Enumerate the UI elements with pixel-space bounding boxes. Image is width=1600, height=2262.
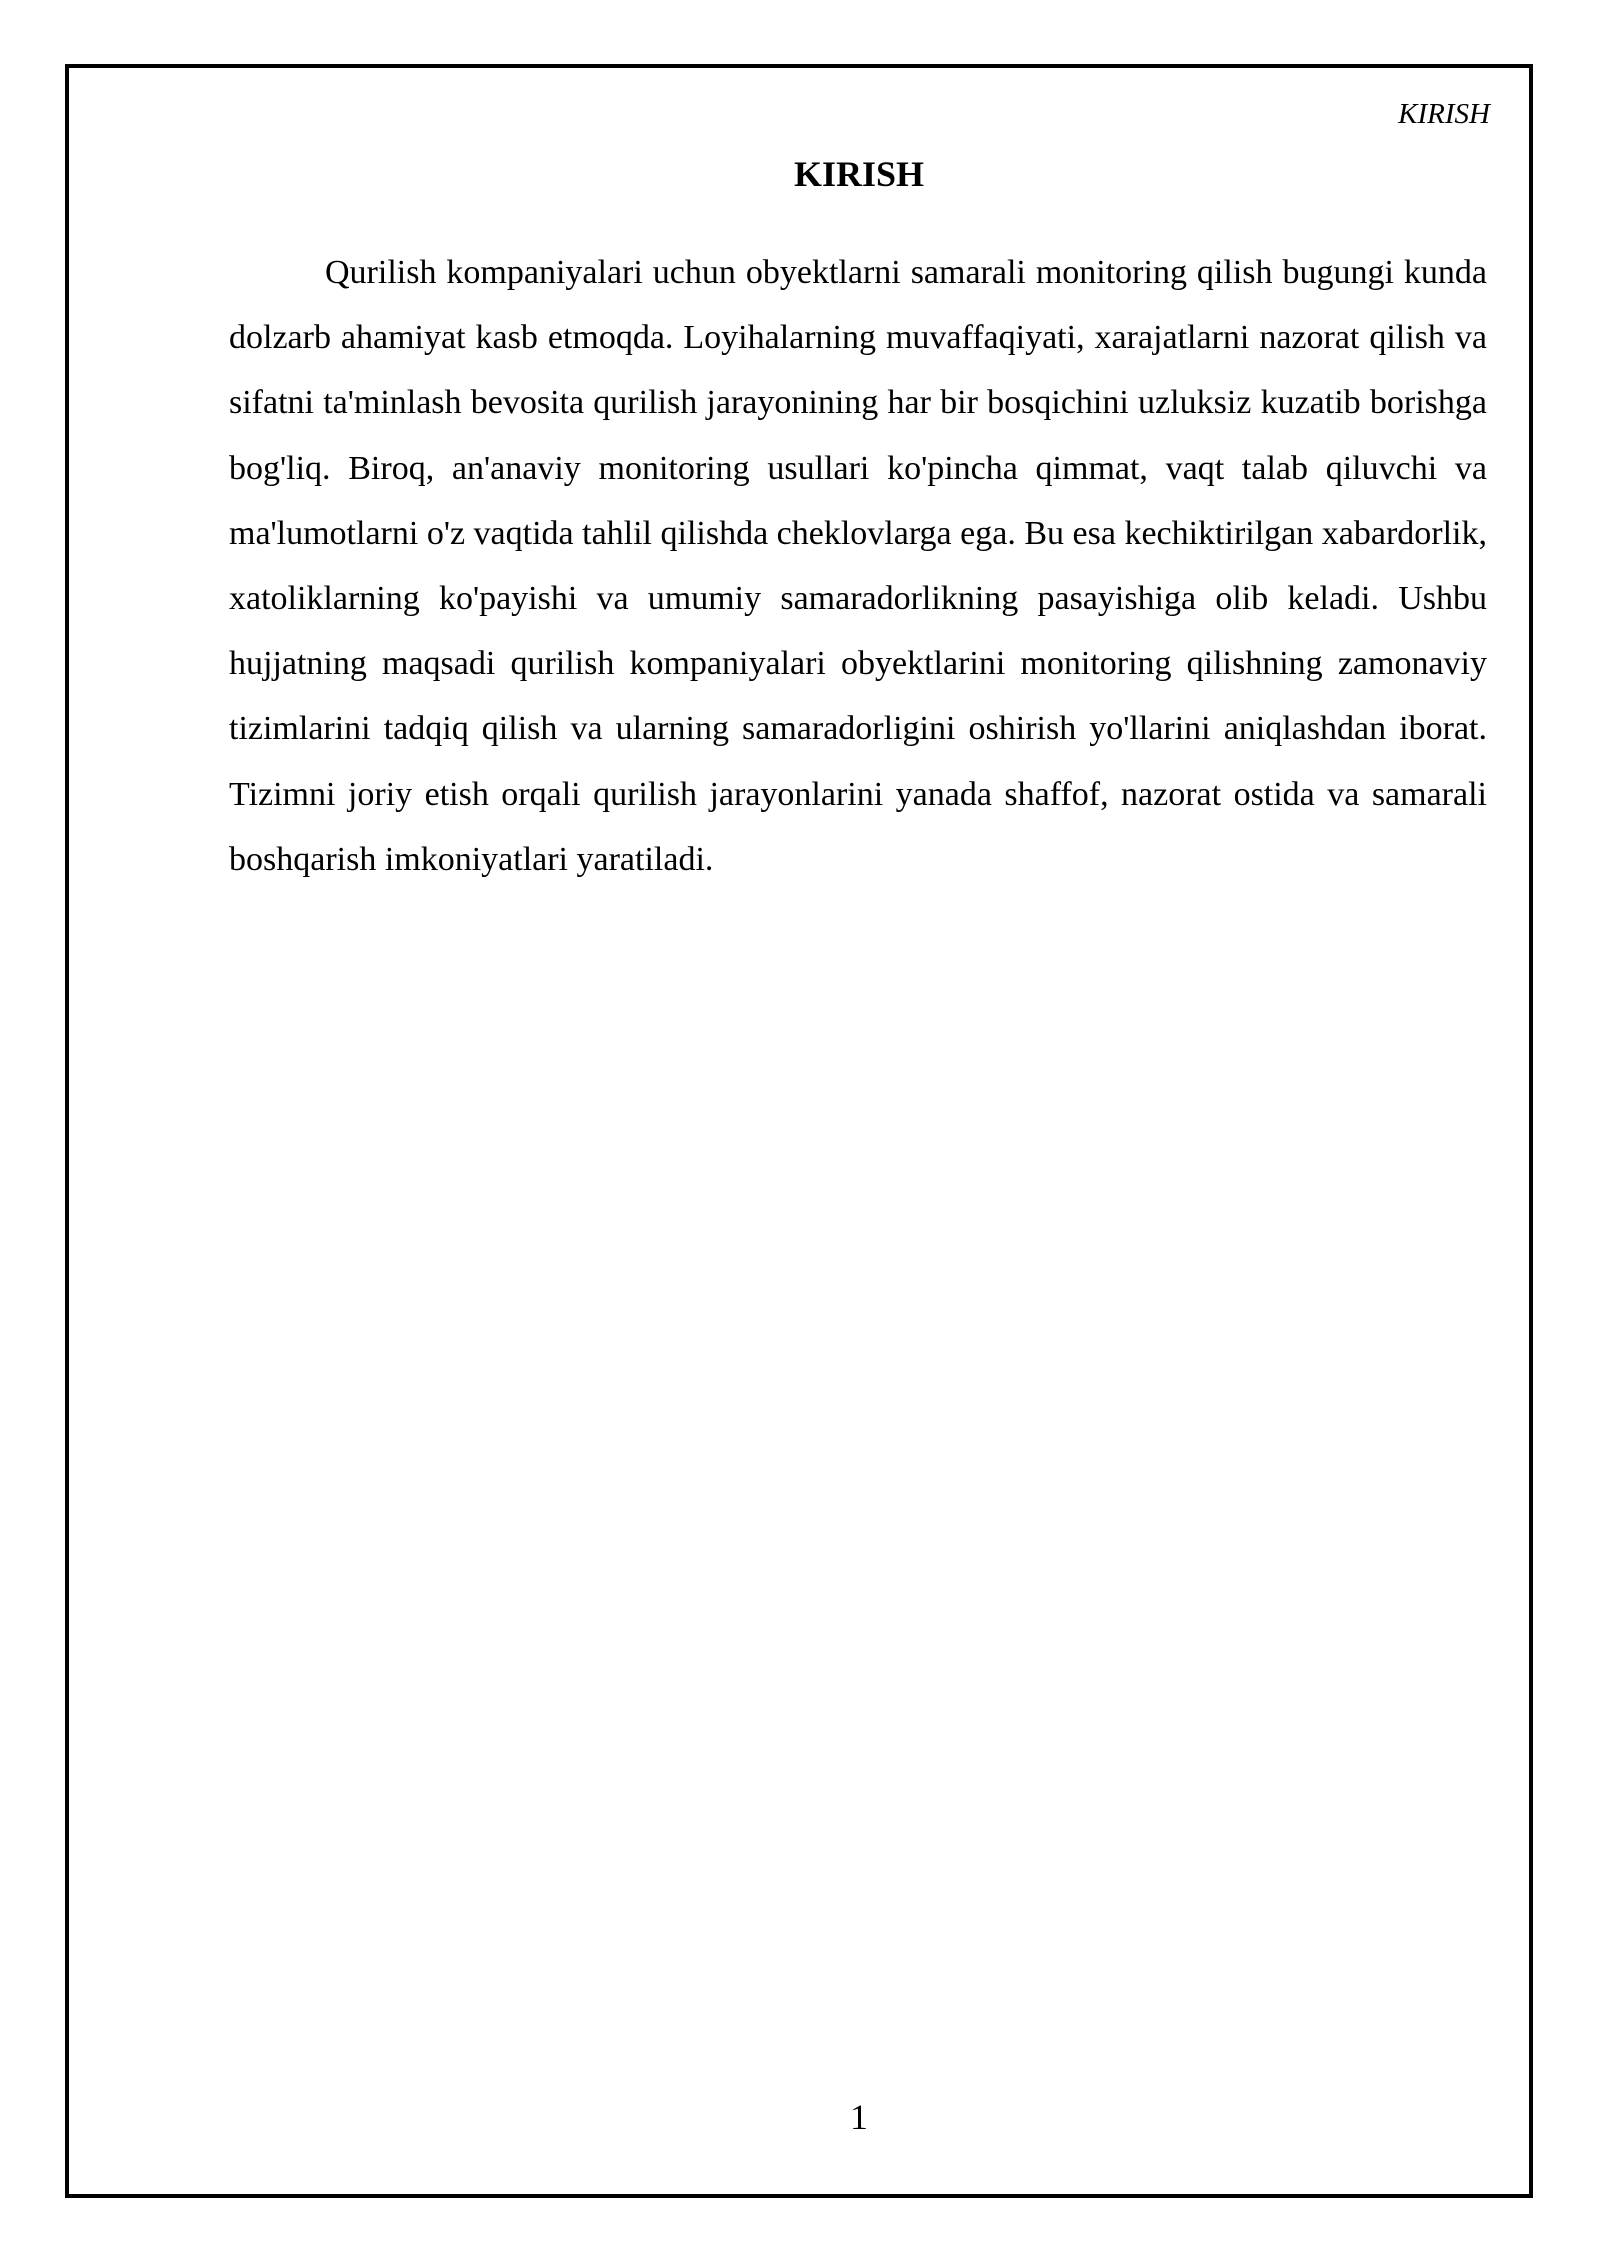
running-header: KIRISH bbox=[1398, 98, 1490, 130]
page-number: 1 bbox=[850, 2097, 868, 2137]
page-title: KIRISH bbox=[793, 154, 925, 194]
body-paragraph: Qurilish kompaniyalari uchun obyektlarni samarali monitoring qilish bugungi kunda dolzarb ahamiyat kasb etmoqda. Loyihalarning muvaffaqiyati, xarajatlarni nazorat qilish va sifatni ta'minlash bevosita qurilish jarayonining har bir bosqichini uzluksiz kuzatib borishga bog'liq. Biroq, an'anaviy monitoring usullari ko'pincha qimmat, vaqt talab qiluvchi va ma'lumotlarni o'z vaqtida tahlil qilishda cheklovlarga ega. Bu esa kechiktirilgan xabardorlik, xatoliklarning ko'payishi va umumiy samaradorlikning pasayishiga olib keladi. Ushbu hujjatning maqsadi qurilish kompaniyalari obyektlarini monitoring qilishning zamonaviy tizimlarini tadqiq qilish va ularning samaradorligini oshirish yo'llarini aniqlashdan iborat. Tizimni joriy etish orqali qurilish jarayonlarini yanada shaffof, nazorat ostida va samarali boshqarish imkoniyatlari yaratiladi. bbox=[229, 254, 1487, 878]
